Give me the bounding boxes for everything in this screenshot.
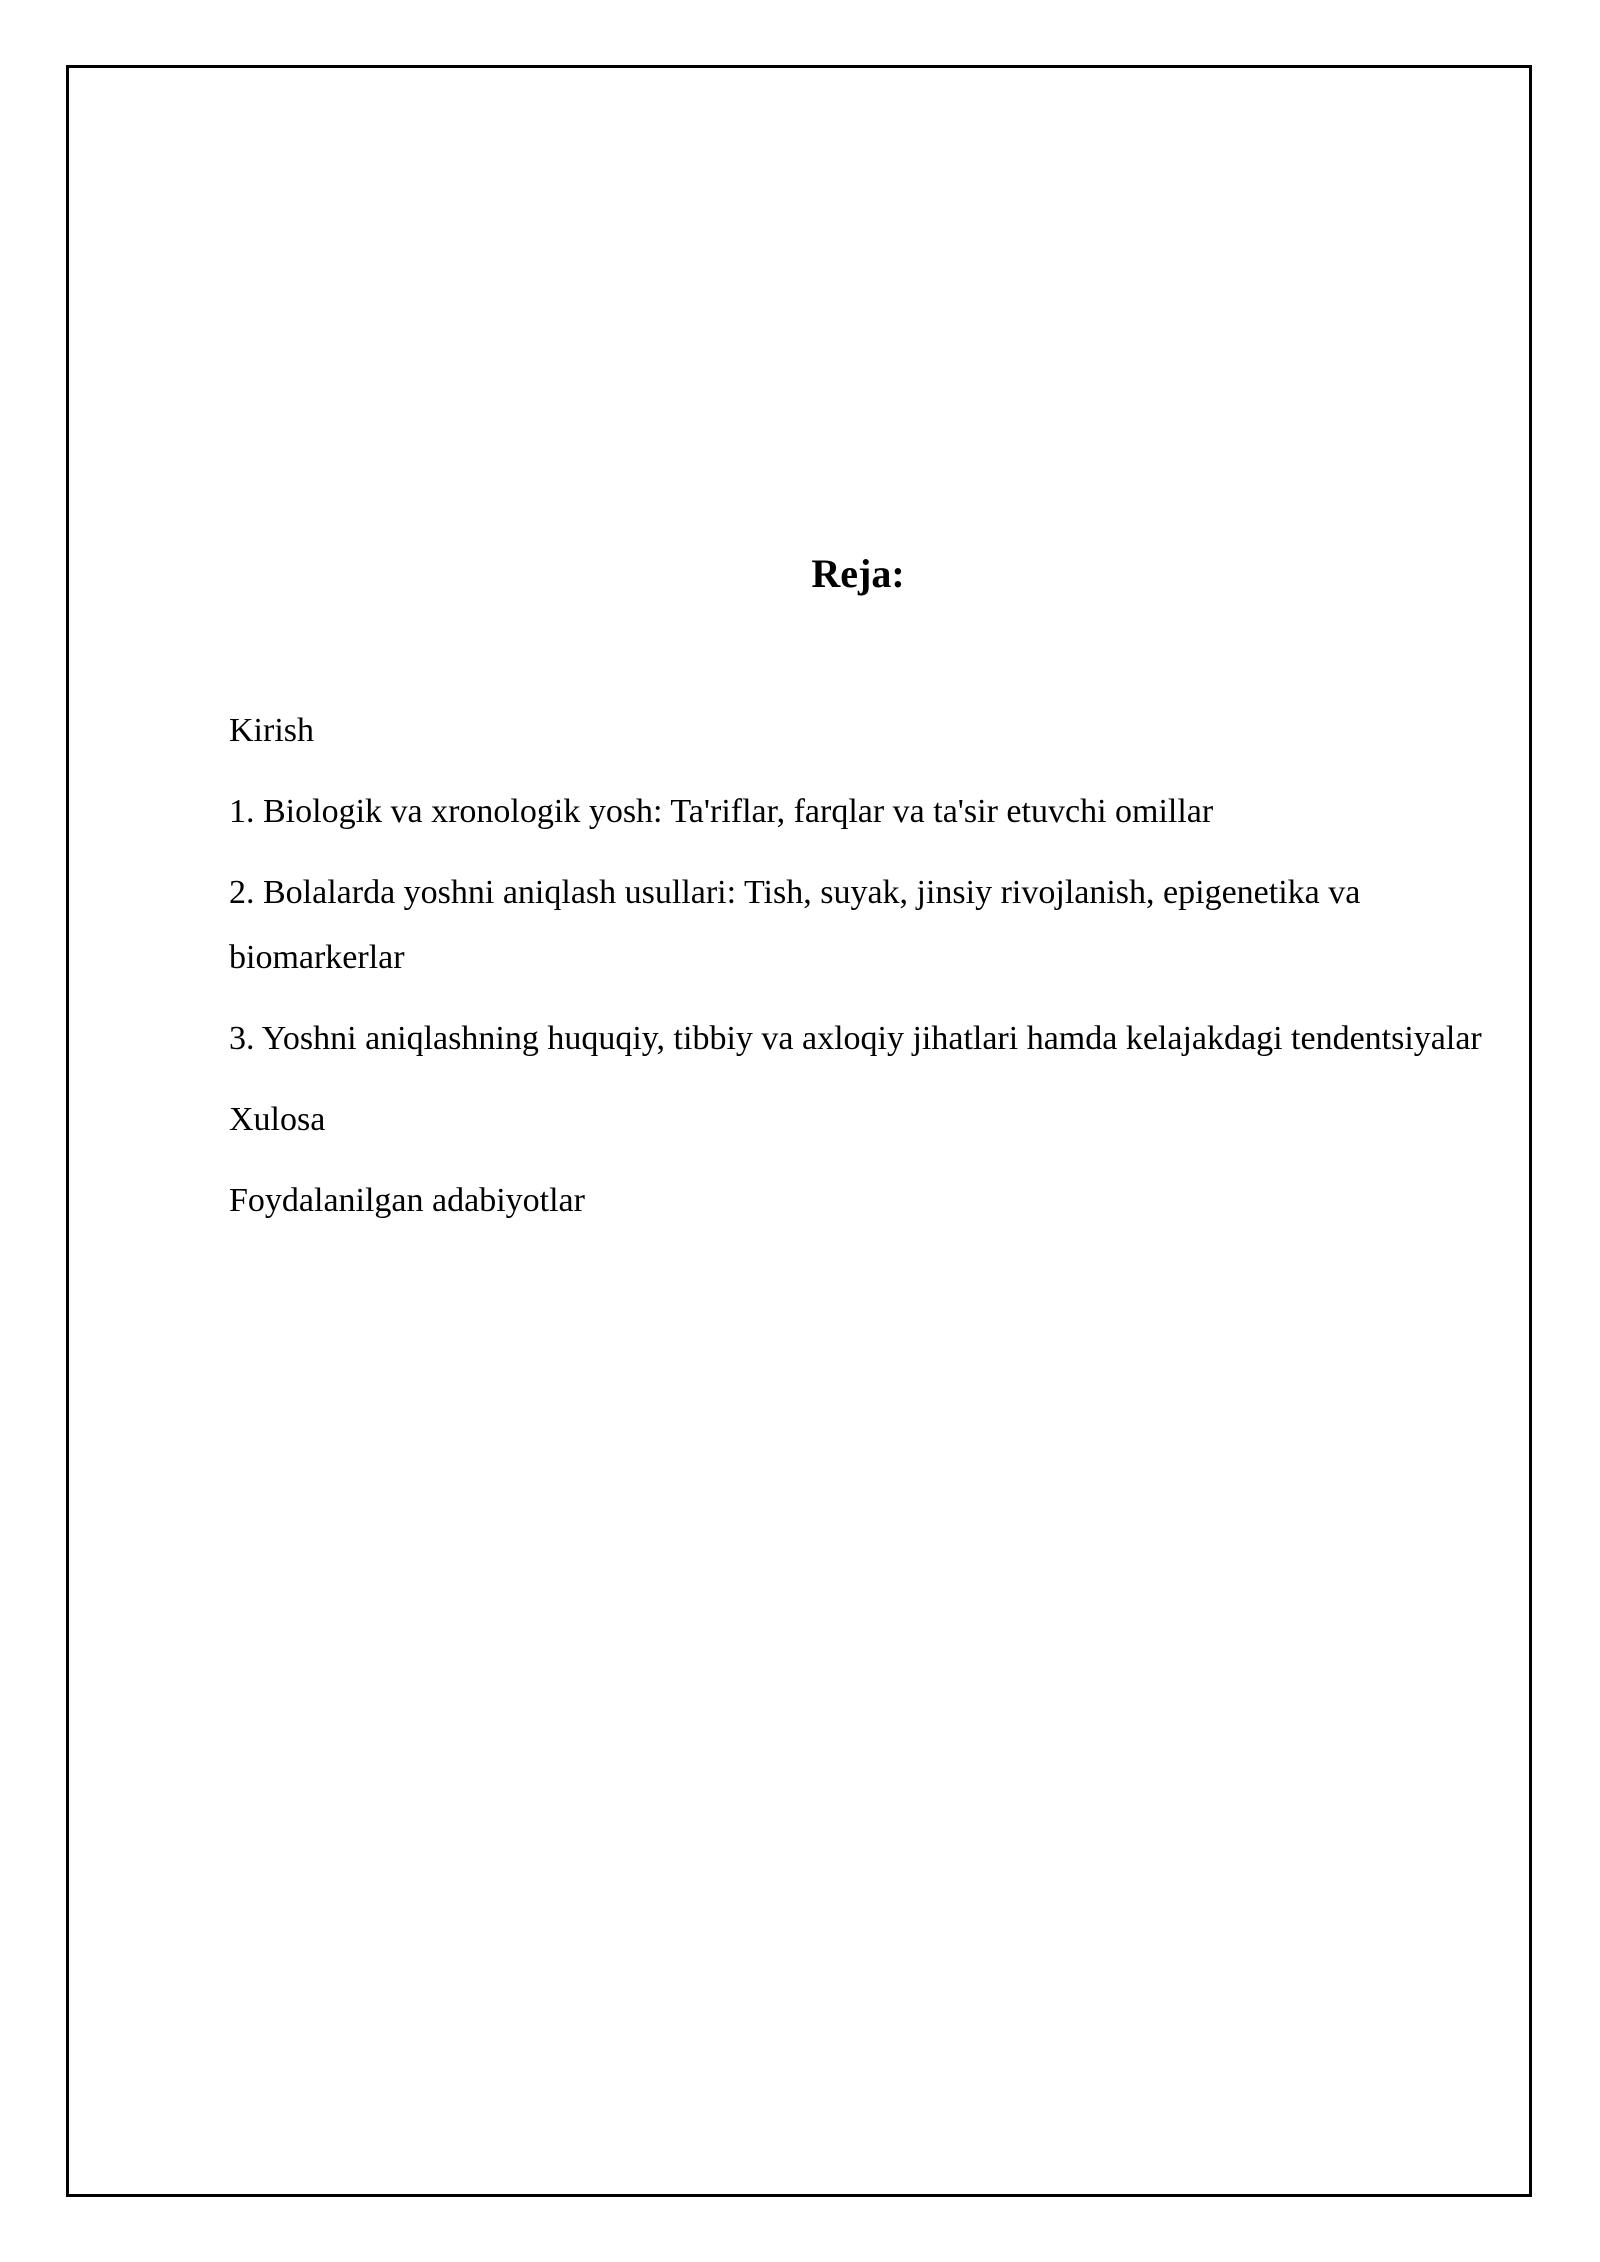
toc-item-introduction: Kirish [229,712,314,749]
toc-item-section-3: 3. Yoshni aniqlashning huquqiy, tibbiy va axloqiy jihatlari hamda kelajakdagi tendentsiyalar [229,1020,1482,1057]
toc-item-section-2: 2. Bolalarda yoshni aniqlash usullari: Tish, suyak, jinsiy rivojlanish, epigenetika va biomarkerlar [229,874,1361,976]
table-of-contents [229,698,1489,1249]
page-title: Reja: [811,551,905,596]
toc-item-section-1: 1. Biologik va xronologik yosh: Ta'riflar, farqlar va ta'sir etuvchi omillar [229,793,1214,830]
toc-item-conclusion: Xulosa [229,1101,326,1138]
toc-item-references: Foydalanilgan adabiyotlar [229,1182,585,1219]
